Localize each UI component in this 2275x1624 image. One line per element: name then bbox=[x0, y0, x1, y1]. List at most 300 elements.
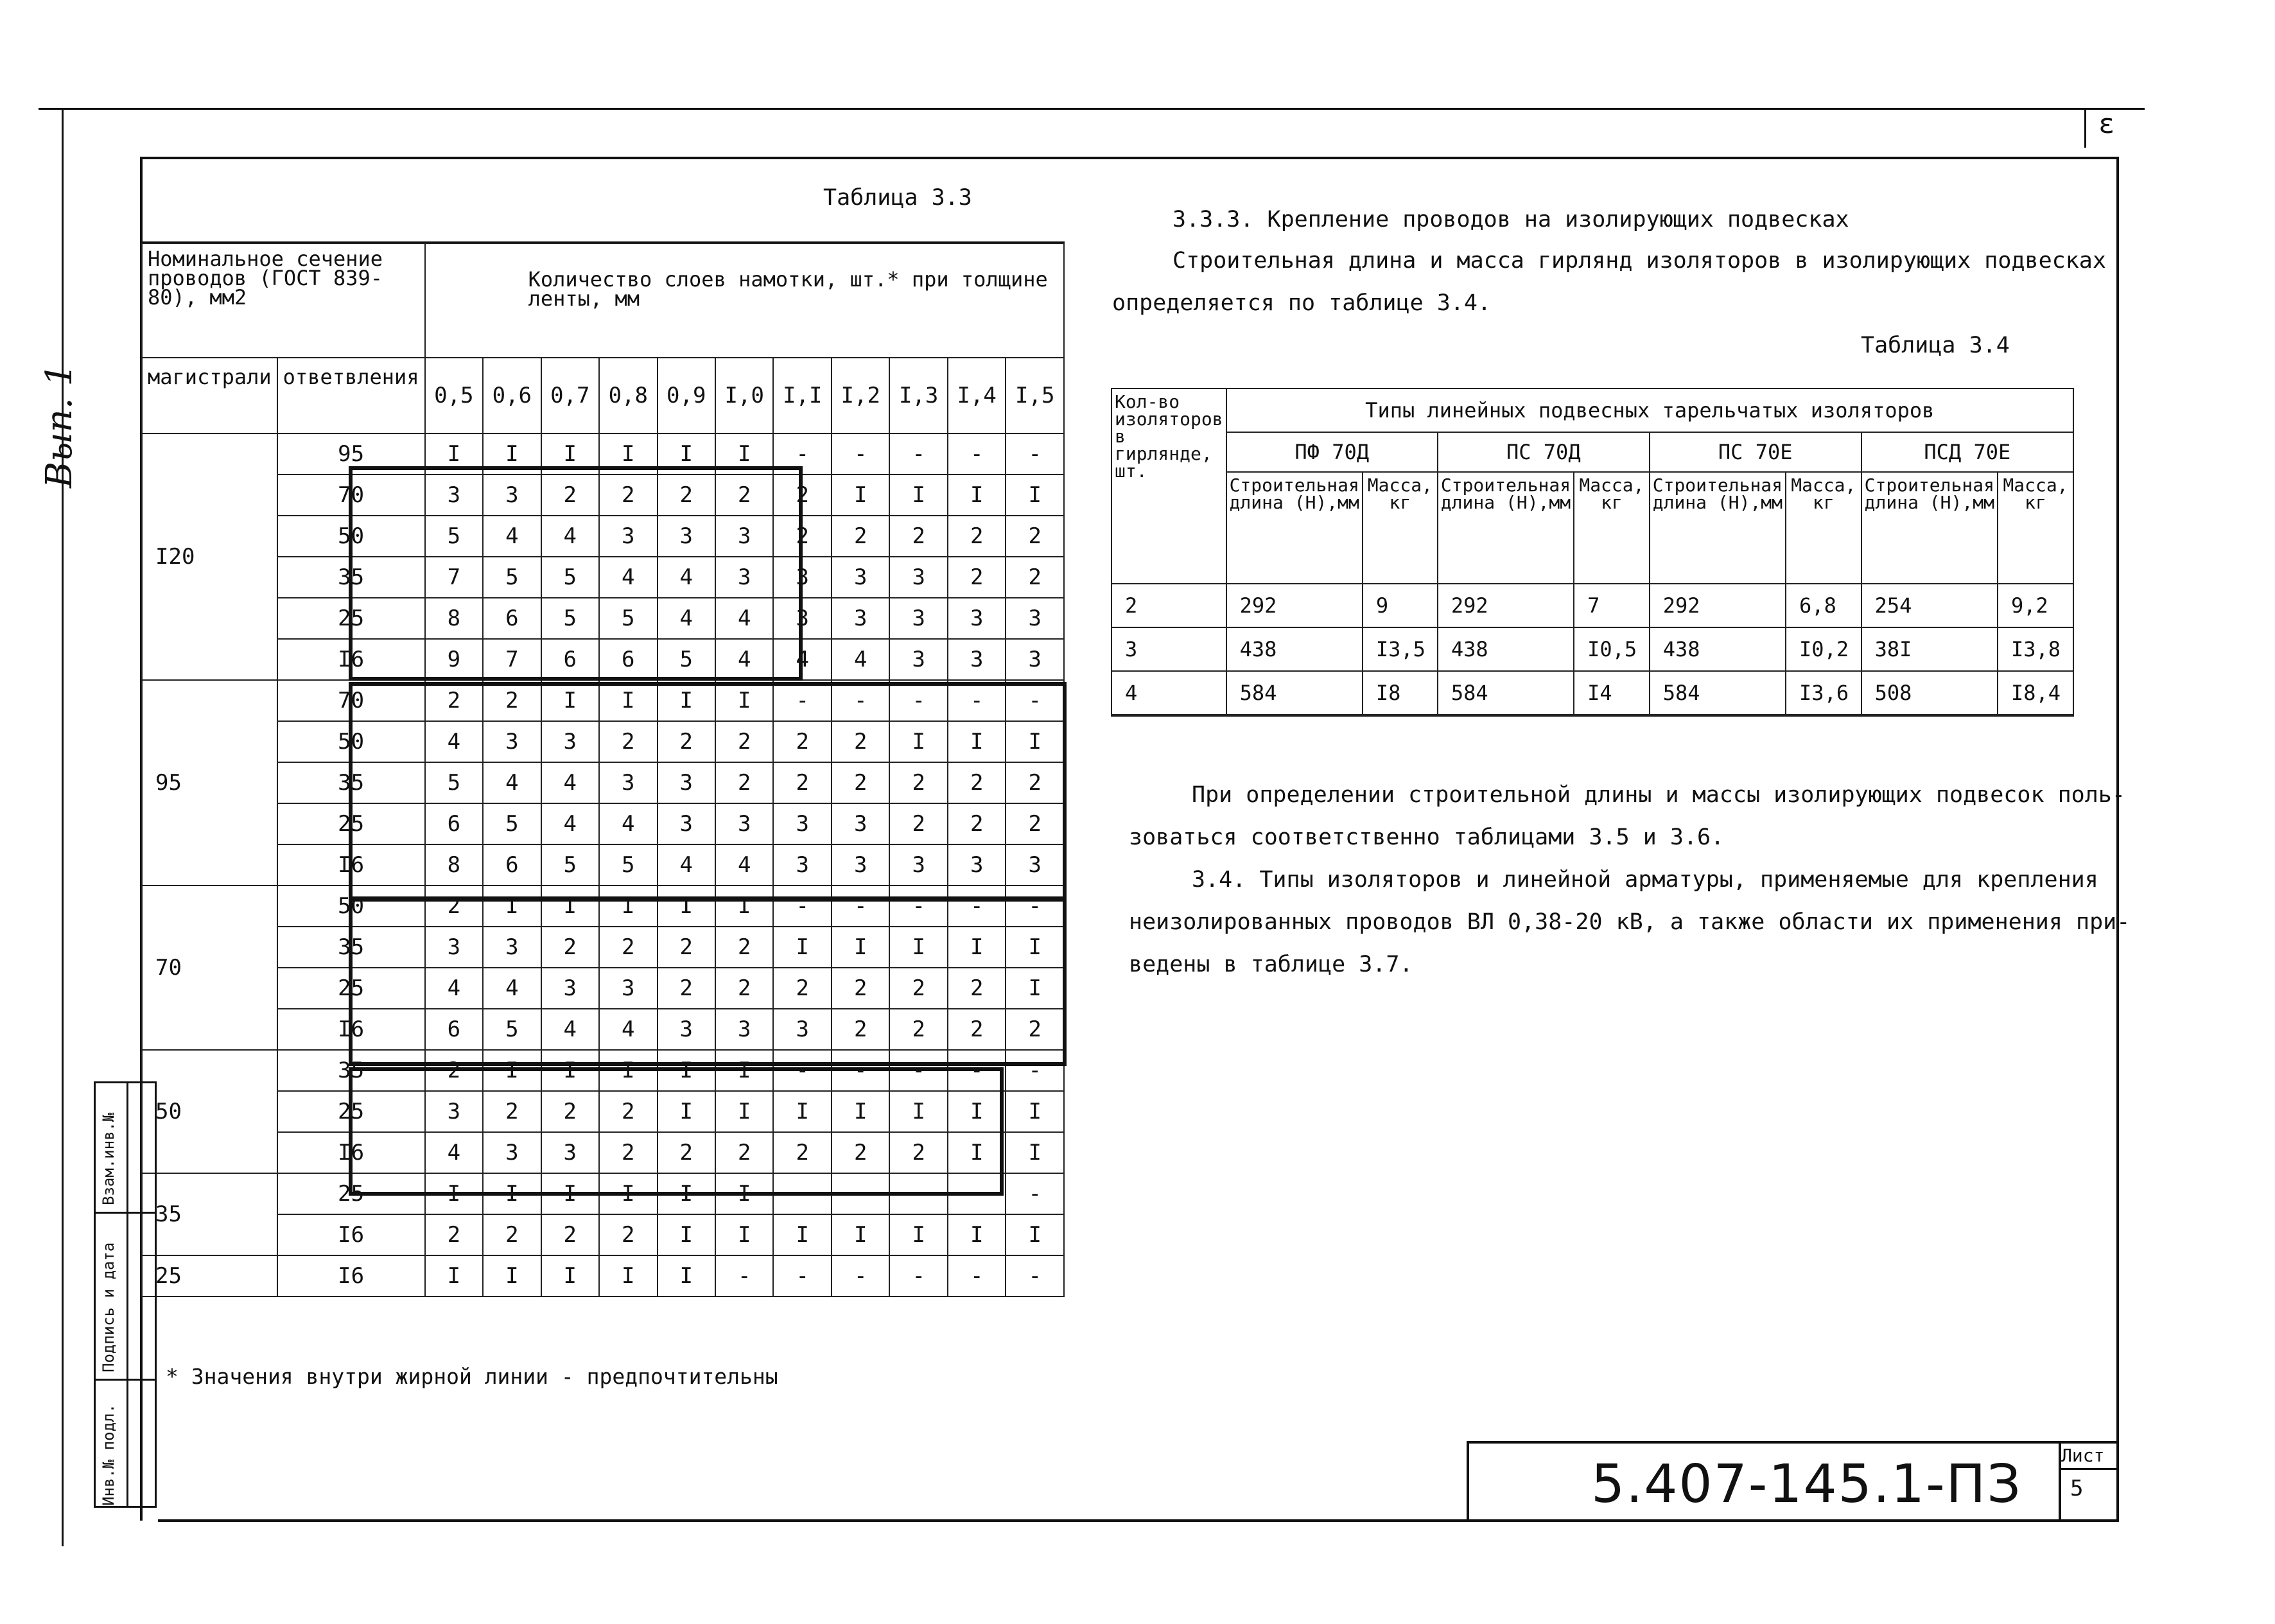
t33-thickness: 0,5 bbox=[425, 358, 483, 433]
t33-branch-section: I6 bbox=[277, 1214, 425, 1255]
t33-cell: I bbox=[658, 1173, 715, 1214]
t33-cell: 2 bbox=[541, 1214, 599, 1255]
t33-cell: 2 bbox=[889, 968, 947, 1009]
t33-cell: I bbox=[948, 927, 1006, 968]
t33-thickness: 0,8 bbox=[599, 358, 657, 433]
t33-cell: I bbox=[948, 1214, 1006, 1255]
t33-cell: - bbox=[948, 1255, 1006, 1297]
t34-cell: 292 bbox=[1226, 584, 1363, 627]
t33-cell: I bbox=[1006, 927, 1064, 968]
t33-cell: 3 bbox=[773, 1009, 831, 1050]
t33-cell: I bbox=[715, 1173, 773, 1214]
t33-branch-section: 35 bbox=[277, 1050, 425, 1091]
t33-cell: 2 bbox=[1006, 557, 1064, 598]
t33-cell: 4 bbox=[541, 803, 599, 844]
t33-branch-section: I6 bbox=[277, 1132, 425, 1173]
t33-cell: 4 bbox=[832, 639, 889, 680]
table-row bbox=[142, 886, 1064, 927]
t33-cell: I bbox=[425, 433, 483, 475]
t33-thickness: I,0 bbox=[715, 358, 773, 433]
t33-cell: 4 bbox=[715, 598, 773, 639]
t33-cell: 2 bbox=[483, 680, 541, 721]
t33-cell: 3 bbox=[889, 557, 947, 598]
t33-cell: I bbox=[483, 1050, 541, 1091]
t33-cell: - bbox=[948, 680, 1006, 721]
t33-thickness: I,4 bbox=[948, 358, 1006, 433]
t33-cell: I bbox=[715, 886, 773, 927]
t33-cell: I bbox=[599, 886, 657, 927]
t33-cell: 7 bbox=[483, 639, 541, 680]
t33-cell: - bbox=[832, 433, 889, 475]
t33-cell: 2 bbox=[715, 762, 773, 803]
t33-cell: 5 bbox=[599, 598, 657, 639]
t33-branch-section: 50 bbox=[277, 516, 425, 557]
t33-cell: 6 bbox=[599, 639, 657, 680]
table-row bbox=[142, 1255, 1064, 1297]
t33-cell: 2 bbox=[715, 927, 773, 968]
table-row bbox=[142, 1050, 1064, 1091]
t33-cell: 5 bbox=[425, 762, 483, 803]
sec333-title: 3.3.3. Крепление проводов на изолирующих подвесках bbox=[1172, 207, 1849, 232]
t33-cell: I bbox=[658, 1091, 715, 1132]
t33-cell: 5 bbox=[658, 639, 715, 680]
t33-cell: I bbox=[948, 475, 1006, 516]
t33-cell: I bbox=[658, 433, 715, 475]
t33-cell: 2 bbox=[541, 1091, 599, 1132]
t33-cell: 2 bbox=[1006, 1009, 1064, 1050]
t33-thickness: I,5 bbox=[1006, 358, 1064, 433]
table-row bbox=[142, 433, 1064, 475]
t33-cell: - bbox=[1006, 1255, 1064, 1297]
t34-sub-mass: Масса, кг bbox=[1786, 472, 1861, 584]
t33-cell: I bbox=[599, 1050, 657, 1091]
t33-cell: 4 bbox=[658, 844, 715, 886]
t33-cell: I bbox=[1006, 968, 1064, 1009]
t34-types-row bbox=[1111, 432, 2073, 472]
t33-cell: 2 bbox=[889, 803, 947, 844]
t33-cell: - bbox=[832, 1050, 889, 1091]
t33-cell: I bbox=[715, 433, 773, 475]
t33-cell: 5 bbox=[541, 844, 599, 886]
t33-cell: 2 bbox=[948, 1009, 1006, 1050]
table33-footnote: * Значения внутри жирной линии - предпочтительны bbox=[166, 1364, 778, 1389]
t33-cell: I bbox=[541, 1173, 599, 1214]
t33-cell: 4 bbox=[541, 516, 599, 557]
t33-cell: 2 bbox=[658, 927, 715, 968]
t33-cell: 2 bbox=[425, 1050, 483, 1091]
t33-cell: I bbox=[832, 927, 889, 968]
t33-cell: 2 bbox=[715, 721, 773, 762]
t33-cell: 2 bbox=[483, 1214, 541, 1255]
t33-cell: 2 bbox=[599, 475, 657, 516]
stamp-podpis: Подпись и дата bbox=[100, 1242, 118, 1372]
margin-note: Вып. 1 bbox=[39, 363, 80, 488]
t33-cell: 2 bbox=[832, 968, 889, 1009]
t33-cell: 2 bbox=[599, 721, 657, 762]
t33-cell: 2 bbox=[889, 516, 947, 557]
t34-cell: 292 bbox=[1650, 584, 1786, 627]
t33-cell: I bbox=[541, 1050, 599, 1091]
t33-cell: 2 bbox=[1006, 516, 1064, 557]
sec34-line2: неизолированных проводов ВЛ 0,38-20 кВ, а также области их применения при- bbox=[1129, 909, 2131, 935]
t33-cell: I bbox=[599, 433, 657, 475]
t33-cell: 3 bbox=[773, 557, 831, 598]
t33-cell: 3 bbox=[715, 516, 773, 557]
t33-cell: I bbox=[773, 1214, 831, 1255]
t33-cell: - bbox=[948, 1050, 1006, 1091]
t33-cell: 5 bbox=[483, 803, 541, 844]
t33-cell: - bbox=[773, 1173, 831, 1214]
table-row bbox=[142, 762, 1064, 803]
frame-right bbox=[2116, 157, 2119, 1521]
t33-cell: 3 bbox=[483, 927, 541, 968]
t33-cell: I bbox=[483, 886, 541, 927]
t34-spacer-cell bbox=[1438, 715, 1574, 716]
sheet-number: 5 bbox=[2070, 1476, 2084, 1501]
t34-count: 2 bbox=[1111, 584, 1226, 627]
t33-cell: 3 bbox=[948, 598, 1006, 639]
t34-cell: I8 bbox=[1363, 671, 1438, 715]
t34-sub-length: Строительная длина (Н),мм bbox=[1861, 472, 1998, 584]
t33-cell: 2 bbox=[1006, 762, 1064, 803]
t33-cell: 6 bbox=[483, 844, 541, 886]
t33-branch-section: 25 bbox=[277, 598, 425, 639]
corner-mark-divider bbox=[2084, 108, 2086, 148]
t33-cell: 2 bbox=[715, 968, 773, 1009]
t34-spacer-row bbox=[1111, 715, 2073, 716]
t34-type: ПС 70Д bbox=[1438, 432, 1650, 472]
t33-cell: I bbox=[599, 680, 657, 721]
t33-cell: 2 bbox=[948, 803, 1006, 844]
table-3-4 bbox=[1111, 388, 2074, 717]
t33-cell: 2 bbox=[832, 1009, 889, 1050]
t33-branch-section: I6 bbox=[277, 639, 425, 680]
t33-cell: - bbox=[773, 1050, 831, 1091]
t33-cell: 2 bbox=[599, 927, 657, 968]
t33-cell: 6 bbox=[425, 803, 483, 844]
t33-cell: I bbox=[773, 1091, 831, 1132]
t34-spacer-cell bbox=[1861, 715, 1998, 716]
para2-line2: зоваться соответственно таблицами 3.5 и 3.6. bbox=[1129, 825, 1725, 850]
t33-cell: I bbox=[889, 1214, 947, 1255]
t33-cell: 2 bbox=[773, 762, 831, 803]
t33-branch-section: 25 bbox=[277, 968, 425, 1009]
t33-cell: I bbox=[658, 1050, 715, 1091]
t34-type: ПС 70Е bbox=[1650, 432, 1861, 472]
t33-cell: 3 bbox=[599, 968, 657, 1009]
t34-cell: 584 bbox=[1438, 671, 1574, 715]
table-row bbox=[142, 1009, 1064, 1050]
t33-cell: 4 bbox=[483, 516, 541, 557]
t33-cell: 3 bbox=[1006, 598, 1064, 639]
t33-cell: 8 bbox=[425, 598, 483, 639]
t33-cell: 3 bbox=[715, 1009, 773, 1050]
t33-cell: 2 bbox=[948, 968, 1006, 1009]
t34-sub-row bbox=[1111, 472, 2073, 584]
t33-cell: I bbox=[658, 886, 715, 927]
t34-cell: 438 bbox=[1438, 627, 1574, 671]
t33-cell: 3 bbox=[658, 762, 715, 803]
t33-cell: 3 bbox=[832, 557, 889, 598]
t33-cell: 7 bbox=[425, 557, 483, 598]
t33-cell: 4 bbox=[599, 557, 657, 598]
table-row bbox=[1111, 671, 2073, 715]
t33-cell: 3 bbox=[425, 475, 483, 516]
t33-cell: 4 bbox=[658, 557, 715, 598]
t33-cell: 3 bbox=[889, 598, 947, 639]
t33-cell: I bbox=[832, 1091, 889, 1132]
t34-cell: 584 bbox=[1650, 671, 1786, 715]
t34-cell: I3,8 bbox=[1998, 627, 2073, 671]
t33-cell: 9 bbox=[425, 639, 483, 680]
t33-cell: 4 bbox=[483, 968, 541, 1009]
t33-thickness: I,3 bbox=[889, 358, 947, 433]
t33-header-row bbox=[142, 243, 1064, 358]
t33-cell: 3 bbox=[599, 516, 657, 557]
t33-cell: 3 bbox=[599, 762, 657, 803]
t34-spacer-cell bbox=[1650, 715, 1786, 716]
t33-cell: 3 bbox=[773, 844, 831, 886]
t33-main-section: 25 bbox=[142, 1255, 277, 1297]
t33-cell: I bbox=[483, 433, 541, 475]
t33-cell: 3 bbox=[773, 803, 831, 844]
t33-branch-section: I6 bbox=[277, 1255, 425, 1297]
table-row bbox=[142, 1214, 1064, 1255]
t34-cell: 508 bbox=[1861, 671, 1998, 715]
t33-cell: I bbox=[1006, 1132, 1064, 1173]
t33-cell: I bbox=[541, 680, 599, 721]
t33-cell: - bbox=[889, 886, 947, 927]
t33-branch-section: I6 bbox=[277, 844, 425, 886]
t33-cell: 2 bbox=[599, 1132, 657, 1173]
t33-cell: 4 bbox=[599, 1009, 657, 1050]
t33-main-section: I20 bbox=[142, 433, 277, 680]
t34-cell: I3,5 bbox=[1363, 627, 1438, 671]
t33-branch-section: 35 bbox=[277, 762, 425, 803]
corner-mark: ε bbox=[2098, 108, 2115, 139]
t33-cell: 3 bbox=[715, 557, 773, 598]
t33-cell: 2 bbox=[773, 475, 831, 516]
t33-cell: I bbox=[889, 475, 947, 516]
t34-cell: 254 bbox=[1861, 584, 1998, 627]
t33-cell: I bbox=[715, 1214, 773, 1255]
t34-cell: 38I bbox=[1861, 627, 1998, 671]
t34-cell: I0,5 bbox=[1574, 627, 1650, 671]
t33-cell: 2 bbox=[832, 762, 889, 803]
table-row bbox=[142, 1091, 1064, 1132]
t33-cell: 4 bbox=[541, 1009, 599, 1050]
table-row bbox=[142, 927, 1064, 968]
t34-spacer-cell bbox=[1786, 715, 1861, 716]
t33-col-main: магистрали bbox=[142, 358, 277, 433]
t33-cell: - bbox=[773, 1255, 831, 1297]
t34-spacer-cell bbox=[1998, 715, 2073, 716]
t34-cell: I4 bbox=[1574, 671, 1650, 715]
t33-cell: 4 bbox=[658, 598, 715, 639]
t33-cell: 3 bbox=[889, 844, 947, 886]
t33-cell: 3 bbox=[832, 803, 889, 844]
t34-type: ПФ 70Д bbox=[1226, 432, 1438, 472]
t33-cell: 2 bbox=[948, 516, 1006, 557]
t33-cell: 2 bbox=[483, 1091, 541, 1132]
t33-cell: 2 bbox=[599, 1091, 657, 1132]
t33-cell: 3 bbox=[832, 844, 889, 886]
t33-branch-section: 70 bbox=[277, 680, 425, 721]
t34-cell: 6,8 bbox=[1786, 584, 1861, 627]
t34-sub-length: Строительная длина (Н),мм bbox=[1438, 472, 1574, 584]
t34-sub-mass: Масса, кг bbox=[1574, 472, 1650, 584]
t33-cell: I bbox=[425, 1255, 483, 1297]
t33-cell: - bbox=[832, 886, 889, 927]
t33-cell: I bbox=[658, 1255, 715, 1297]
t33-cell: 2 bbox=[715, 475, 773, 516]
t33-cell: 3 bbox=[658, 516, 715, 557]
t33-cell: 2 bbox=[541, 927, 599, 968]
t33-thickness: 0,7 bbox=[541, 358, 599, 433]
t33-cell: 3 bbox=[483, 1132, 541, 1173]
t33-cell: 5 bbox=[483, 557, 541, 598]
table-row bbox=[142, 803, 1064, 844]
t33-cell: 3 bbox=[541, 1132, 599, 1173]
t33-branch-section: I6 bbox=[277, 1009, 425, 1050]
t33-cell: I bbox=[658, 680, 715, 721]
t33-cell: 6 bbox=[541, 639, 599, 680]
table-row bbox=[142, 475, 1064, 516]
t34-sub-length: Строительная длина (Н),мм bbox=[1650, 472, 1786, 584]
t34-cell: 292 bbox=[1438, 584, 1574, 627]
t33-cell: 2 bbox=[773, 516, 831, 557]
t33-cell: 2 bbox=[658, 1132, 715, 1173]
t33-cell: - bbox=[773, 433, 831, 475]
top-border bbox=[39, 108, 2145, 110]
stamp-inv-podl: Инв.№ подл. bbox=[100, 1404, 118, 1506]
doc-code: 5.407-145.1-ПЗ bbox=[1591, 1454, 2022, 1515]
t34-spacer-cell bbox=[1363, 715, 1438, 716]
t34-types-header: Типы линейных подвесных тарельчатых изоляторов bbox=[1226, 389, 2073, 432]
t33-branch-section: 35 bbox=[277, 927, 425, 968]
t33-cell: - bbox=[1006, 1173, 1064, 1214]
t33-cell: I bbox=[948, 1091, 1006, 1132]
t33-cell: - bbox=[832, 1173, 889, 1214]
t33-cell: 2 bbox=[948, 557, 1006, 598]
t34-count: 3 bbox=[1111, 627, 1226, 671]
t33-cell: 3 bbox=[483, 721, 541, 762]
t33-cell: I bbox=[658, 1214, 715, 1255]
t33-cell: 5 bbox=[483, 1009, 541, 1050]
t33-cell: 2 bbox=[773, 721, 831, 762]
t33-cell: 2 bbox=[541, 475, 599, 516]
t33-cell: I bbox=[483, 1255, 541, 1297]
t33-branch-section: 70 bbox=[277, 475, 425, 516]
t33-cell: 2 bbox=[658, 968, 715, 1009]
t33-header-layers: Количество слоев намотки, шт.* при толщине ленты, мм bbox=[425, 243, 1064, 358]
t33-cell: I bbox=[948, 721, 1006, 762]
t33-main-section: 95 bbox=[142, 680, 277, 886]
t33-thickness: 0,6 bbox=[483, 358, 541, 433]
t34-cell: 438 bbox=[1650, 627, 1786, 671]
t33-cell: I bbox=[715, 1050, 773, 1091]
t33-cell: 2 bbox=[425, 1214, 483, 1255]
stamp-vzam: Взам.инв.№ bbox=[100, 1112, 118, 1205]
t33-cell: 2 bbox=[889, 1009, 947, 1050]
t34-cell: I8,4 bbox=[1998, 671, 2073, 715]
t34-cell: 438 bbox=[1226, 627, 1363, 671]
t33-cell: I bbox=[889, 721, 947, 762]
t33-cell: 2 bbox=[1006, 803, 1064, 844]
t34-sub-mass: Масса, кг bbox=[1363, 472, 1438, 584]
t33-cell: 2 bbox=[832, 516, 889, 557]
t33-cell: 4 bbox=[541, 762, 599, 803]
t33-cell: I bbox=[1006, 1214, 1064, 1255]
t34-cell: 9,2 bbox=[1998, 584, 2073, 627]
t33-cell: 4 bbox=[715, 844, 773, 886]
t33-cell: - bbox=[948, 886, 1006, 927]
t33-cell: - bbox=[948, 1173, 1006, 1214]
t33-branch-section: 25 bbox=[277, 1173, 425, 1214]
t33-cell: 3 bbox=[541, 721, 599, 762]
t33-cell: 2 bbox=[425, 680, 483, 721]
t33-cell: 6 bbox=[483, 598, 541, 639]
t33-subheader-row bbox=[142, 358, 1064, 433]
t33-cell: 3 bbox=[715, 803, 773, 844]
t33-cell: - bbox=[832, 680, 889, 721]
t33-cell: - bbox=[832, 1255, 889, 1297]
t33-branch-section: 95 bbox=[277, 433, 425, 475]
t33-branch-section: 25 bbox=[277, 1091, 425, 1132]
t33-cell: I bbox=[773, 927, 831, 968]
t33-col-branch: ответвления bbox=[277, 358, 425, 433]
t34-cell: I0,2 bbox=[1786, 627, 1861, 671]
table-row bbox=[142, 516, 1064, 557]
t33-cell: I bbox=[483, 1173, 541, 1214]
t33-cell: - bbox=[889, 433, 947, 475]
table-row bbox=[142, 680, 1064, 721]
sheet-label: Лист bbox=[2061, 1445, 2105, 1466]
t33-cell: 2 bbox=[425, 886, 483, 927]
t33-cell: 3 bbox=[1006, 844, 1064, 886]
t33-cell: 2 bbox=[832, 721, 889, 762]
t33-cell: I bbox=[599, 1255, 657, 1297]
t33-cell: 3 bbox=[425, 1091, 483, 1132]
t33-cell: - bbox=[889, 1050, 947, 1091]
table-row bbox=[142, 968, 1064, 1009]
table-row bbox=[142, 721, 1064, 762]
t33-cell: I bbox=[889, 1091, 947, 1132]
t33-cell: 4 bbox=[773, 639, 831, 680]
t33-cell: I bbox=[715, 1091, 773, 1132]
table-row bbox=[1111, 627, 2073, 671]
t34-header-row bbox=[1111, 389, 2073, 432]
t33-cell: 3 bbox=[832, 598, 889, 639]
t33-cell: 2 bbox=[658, 721, 715, 762]
t33-cell: 2 bbox=[773, 1132, 831, 1173]
t33-cell: I bbox=[599, 1173, 657, 1214]
sec333-line2: определяется по таблице 3.4. bbox=[1112, 290, 1492, 316]
t33-cell: 3 bbox=[773, 598, 831, 639]
t34-count: 4 bbox=[1111, 671, 1226, 715]
t33-cell: 4 bbox=[599, 803, 657, 844]
t33-cell: - bbox=[948, 433, 1006, 475]
table-row bbox=[142, 844, 1064, 886]
t33-cell: 2 bbox=[832, 1132, 889, 1173]
sec333-line1: Строительная длина и масса гирлянд изоляторов в изолирующих подвесках bbox=[1172, 248, 2106, 274]
table-row bbox=[142, 557, 1064, 598]
table33-caption: Таблица 3.3 bbox=[823, 185, 972, 211]
table-3-3 bbox=[141, 243, 1065, 1297]
t33-cell: 4 bbox=[715, 639, 773, 680]
t33-cell: 3 bbox=[658, 1009, 715, 1050]
t34-col-count: Кол-во изоляторов в гирлянде, шт. bbox=[1111, 389, 1226, 584]
